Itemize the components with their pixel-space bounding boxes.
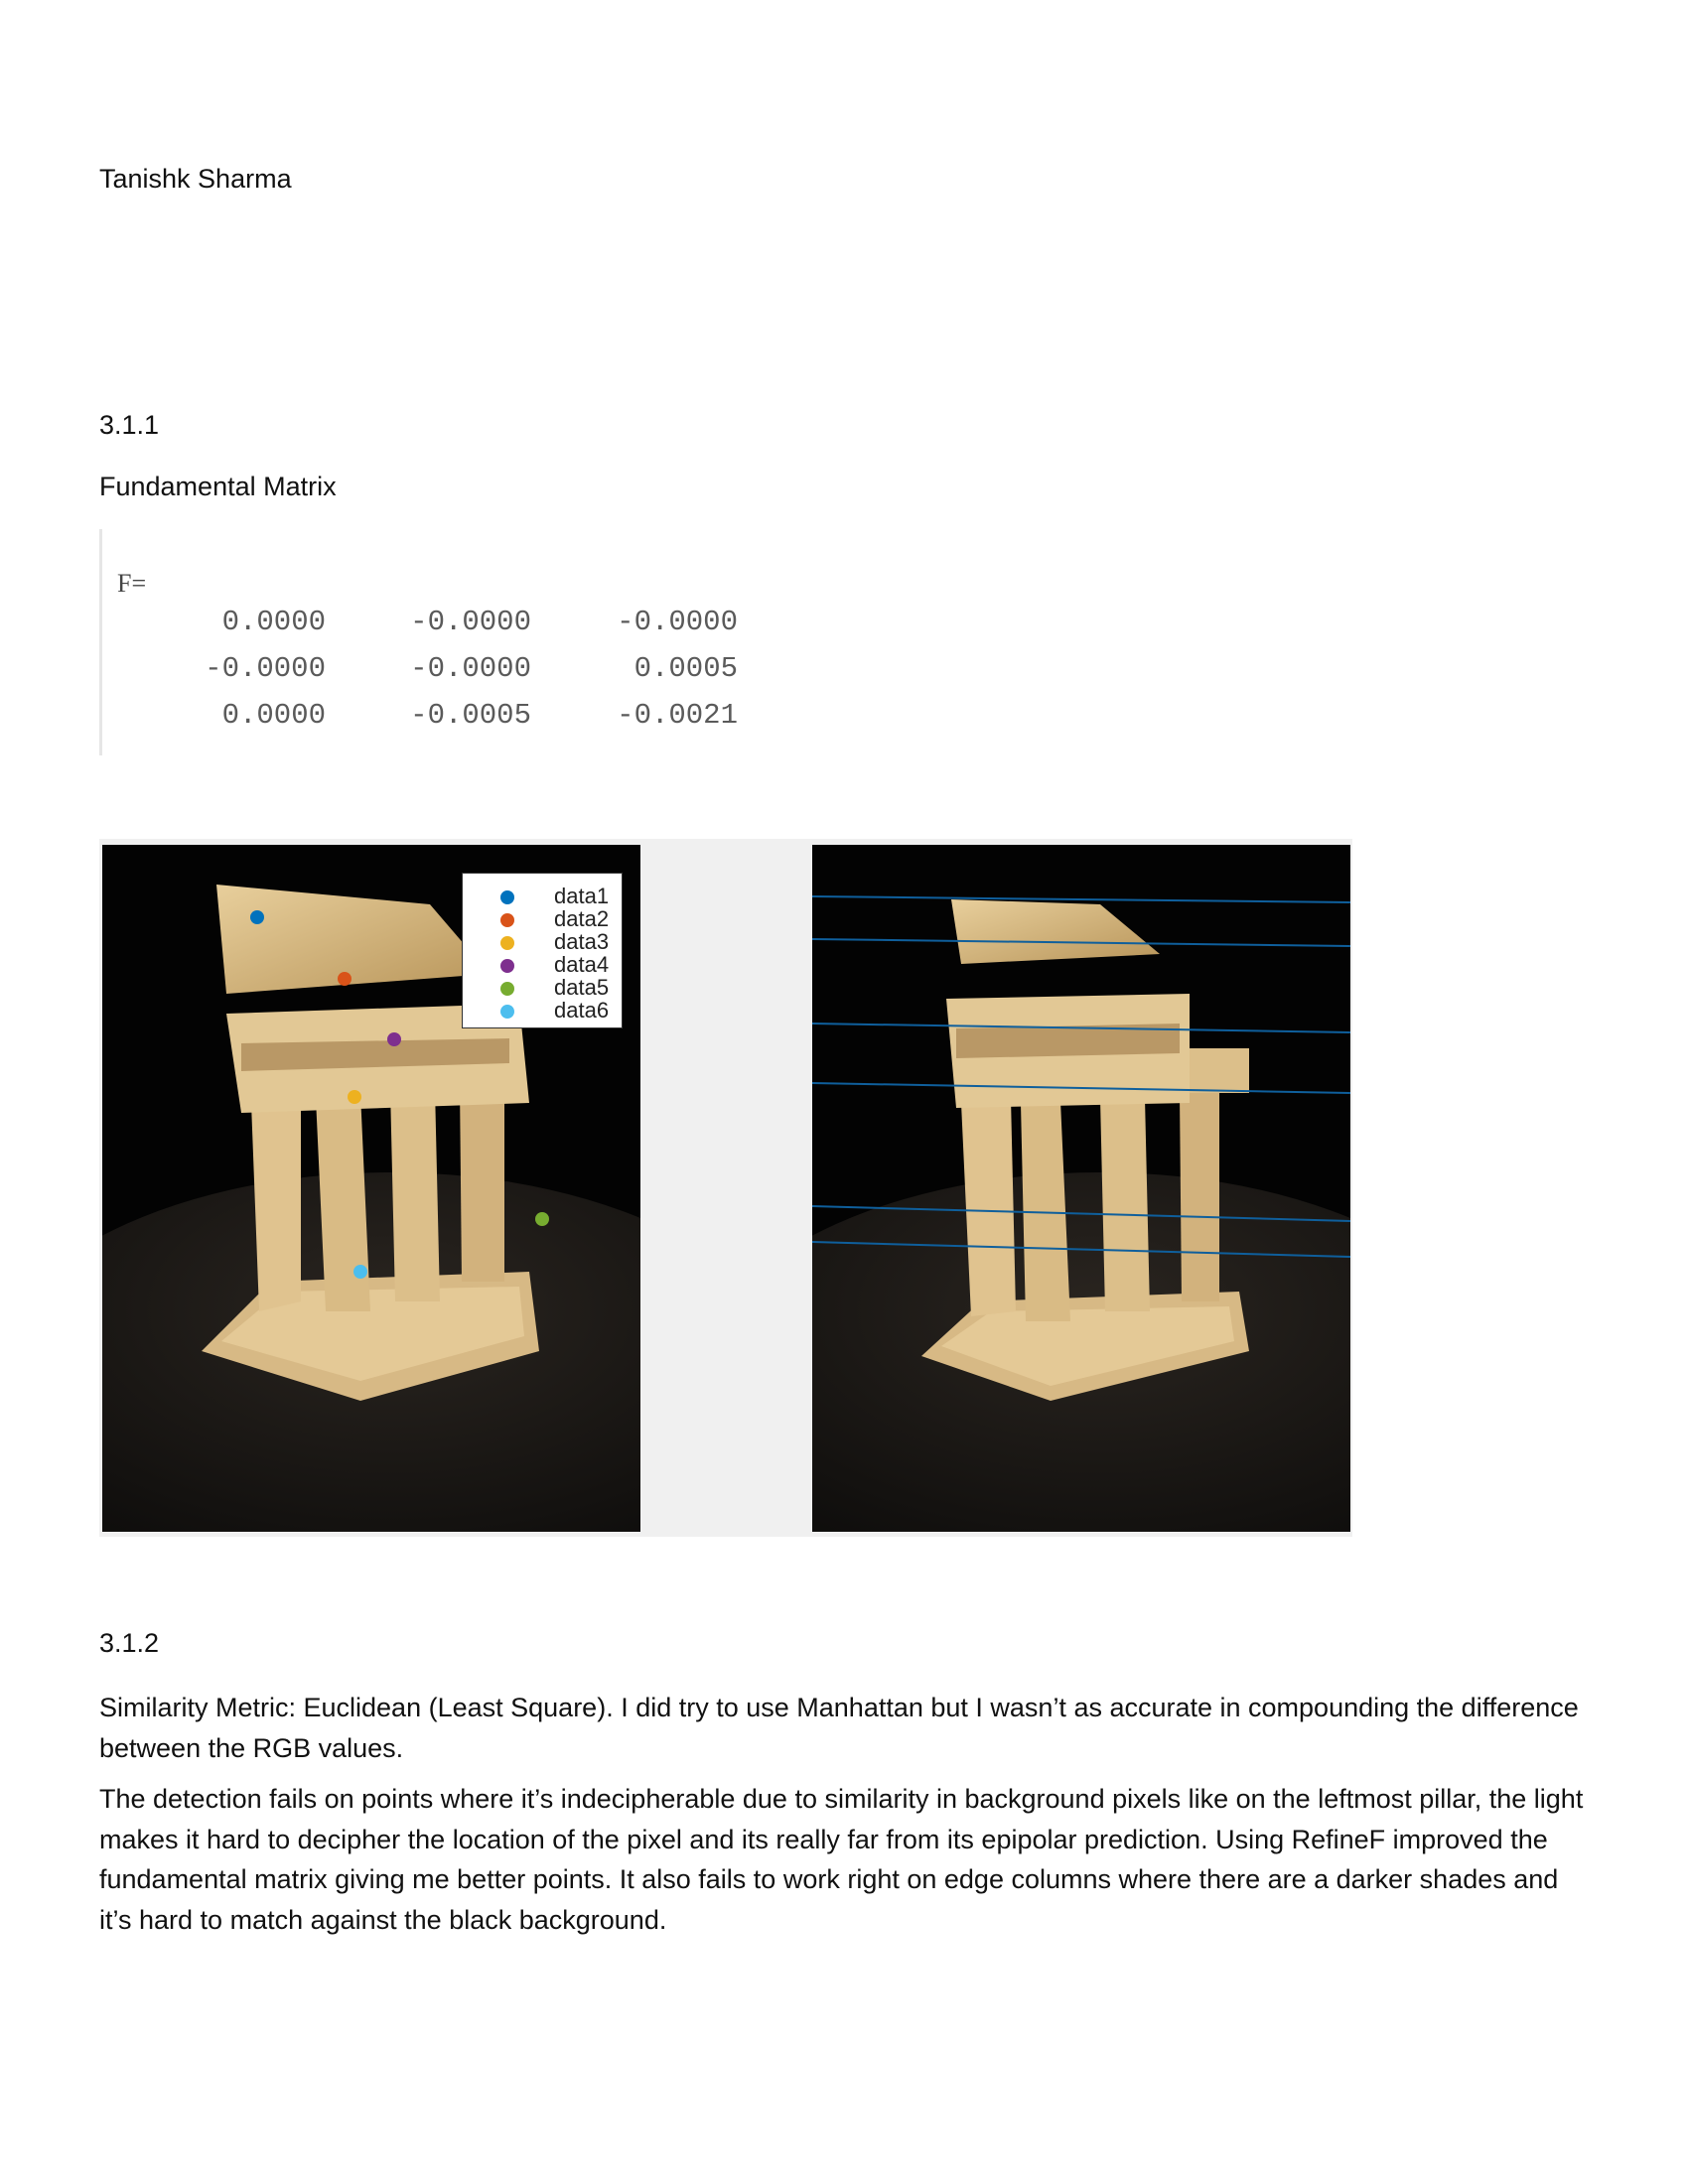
point-data6 <box>353 1265 367 1279</box>
matrix-label: F= <box>117 569 147 598</box>
right-temple-image <box>812 845 1350 1532</box>
point-data1 <box>250 910 264 924</box>
legend-label: data1 <box>554 884 610 908</box>
point-data3 <box>348 1090 361 1104</box>
legend-label: data2 <box>554 906 610 931</box>
legend-marker-icon <box>500 936 514 950</box>
legend-marker-icon <box>500 982 514 996</box>
legend-label: data5 <box>554 975 610 1000</box>
fundamental-matrix-output <box>99 529 738 755</box>
author-name: Tanishk Sharma <box>99 164 292 194</box>
left-temple-image <box>102 845 640 1532</box>
point-data2 <box>338 972 352 986</box>
section-number-3-1-1: 3.1.1 <box>99 410 160 440</box>
matrix-cell: 0.0000 <box>221 606 326 638</box>
matrix-cell: 0.0000 <box>221 699 326 732</box>
matrix-cell: -0.0000 <box>410 606 531 638</box>
matrix-cell: -0.0005 <box>410 699 531 732</box>
paragraph-text: Similarity Metric: Euclidean (Least Square). I did try to use Manhattan but I wasn’t as accurate in compounding the difference between the RGB values. <box>99 1693 1579 1763</box>
legend-marker-icon <box>500 959 514 973</box>
legend-label: data3 <box>554 929 610 954</box>
paragraph-similarity-metric <box>99 1688 1589 1768</box>
matrix-cell: -0.0000 <box>617 606 738 638</box>
point-data5 <box>535 1212 549 1226</box>
legend-marker-icon <box>500 913 514 927</box>
matrix-cell: -0.0000 <box>205 652 326 685</box>
section-title-fundamental-matrix: Fundamental Matrix <box>99 472 337 501</box>
legend-marker-icon <box>500 1005 514 1019</box>
matrix-cell: 0.0005 <box>633 652 738 685</box>
legend-marker-icon <box>500 890 514 904</box>
paragraph-text: The detection fails on points where it’s indecipherable due to similarity in background pixels like on the leftmost pillar, the light makes it hard to decipher the location of the pixel and its really far from its epipolar prediction. Using RefineF improved the fundamental matrix giving me better points. It also fails to work right on edge columns where there are a darker shades and it’s hard to match against the black background. <box>99 1784 1584 1935</box>
legend-label: data6 <box>554 998 610 1023</box>
legend-label: data4 <box>554 952 610 977</box>
matrix-cell: -0.0000 <box>410 652 531 685</box>
point-data4 <box>387 1032 401 1046</box>
epipolar-figure <box>99 839 1352 1537</box>
plot-legend <box>462 873 623 1028</box>
matrix-cell: -0.0021 <box>617 699 738 732</box>
legend-item-data6 <box>463 996 622 1025</box>
section-number-3-1-2: 3.1.2 <box>99 1628 160 1658</box>
paragraph-detection-failures <box>99 1779 1589 1940</box>
temple-illustration <box>812 845 1350 1532</box>
